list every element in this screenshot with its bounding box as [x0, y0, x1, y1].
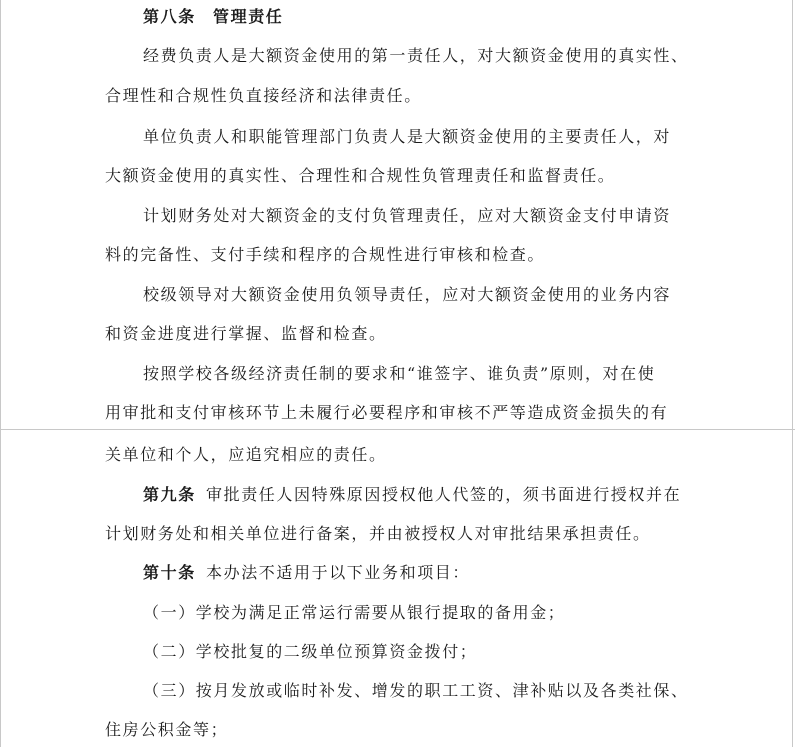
article-9-text: 审批责任人因特殊原因授权他人代签的，须书面进行授权并在: [206, 485, 682, 504]
text-line: 住房公积金等；: [105, 720, 229, 739]
page-break-divider: [0, 429, 795, 430]
text-line: 计划财务处和相关单位进行备案，并由被授权人对审批结果承担责任。: [105, 524, 651, 543]
text-line: 用审批和支付审核环节上未履行必要程序和审核不严等造成资金损失的有: [105, 403, 669, 422]
text-line: 合理性和合规性负直接经济和法律责任。: [105, 86, 422, 105]
article-8-label: 第八条: [143, 7, 196, 26]
text-line: 大额资金使用的真实性、合理性和合规性负管理责任和监督责任。: [105, 166, 616, 185]
article-9-label: 第九条: [143, 485, 196, 504]
text-line: 按照学校各级经济责任制的要求和“谁签字、谁负责”原则，对在使: [143, 364, 656, 383]
text-line: （三）按月发放或临时补发、增发的职工工资、津补贴以及各类社保、: [143, 681, 689, 700]
text-line: 校级领导对大额资金使用负领导责任，应对大额资金使用的业务内容: [143, 285, 672, 304]
text-line: （二）学校批复的二级单位预算资金拨付；: [143, 642, 478, 661]
text-line: （一）学校为满足正常运行需要从银行提取的备用金；: [143, 603, 566, 622]
article-8-title: 管理责任: [213, 7, 284, 26]
text-line: 和资金进度进行掌握、监督和检查。: [105, 324, 387, 343]
article-10-text: 本办法不适用于以下业务和项目：: [206, 563, 471, 582]
text-line: 单位负责人和职能管理部门负责人是大额资金使用的主要责任人，对: [143, 127, 672, 146]
text-line: 计划财务处对大额资金的支付负管理责任，应对大额资金支付申请资: [143, 206, 672, 225]
text-line: 关单位和个人，应追究相应的责任。: [105, 445, 387, 464]
text-line: 经费负责人是大额资金使用的第一责任人，对大额资金使用的真实性、: [143, 46, 689, 65]
text-line: 料的完备性、支付手续和程序的合规性进行审核和检查。: [105, 245, 546, 264]
article-10-label: 第十条: [143, 563, 196, 582]
